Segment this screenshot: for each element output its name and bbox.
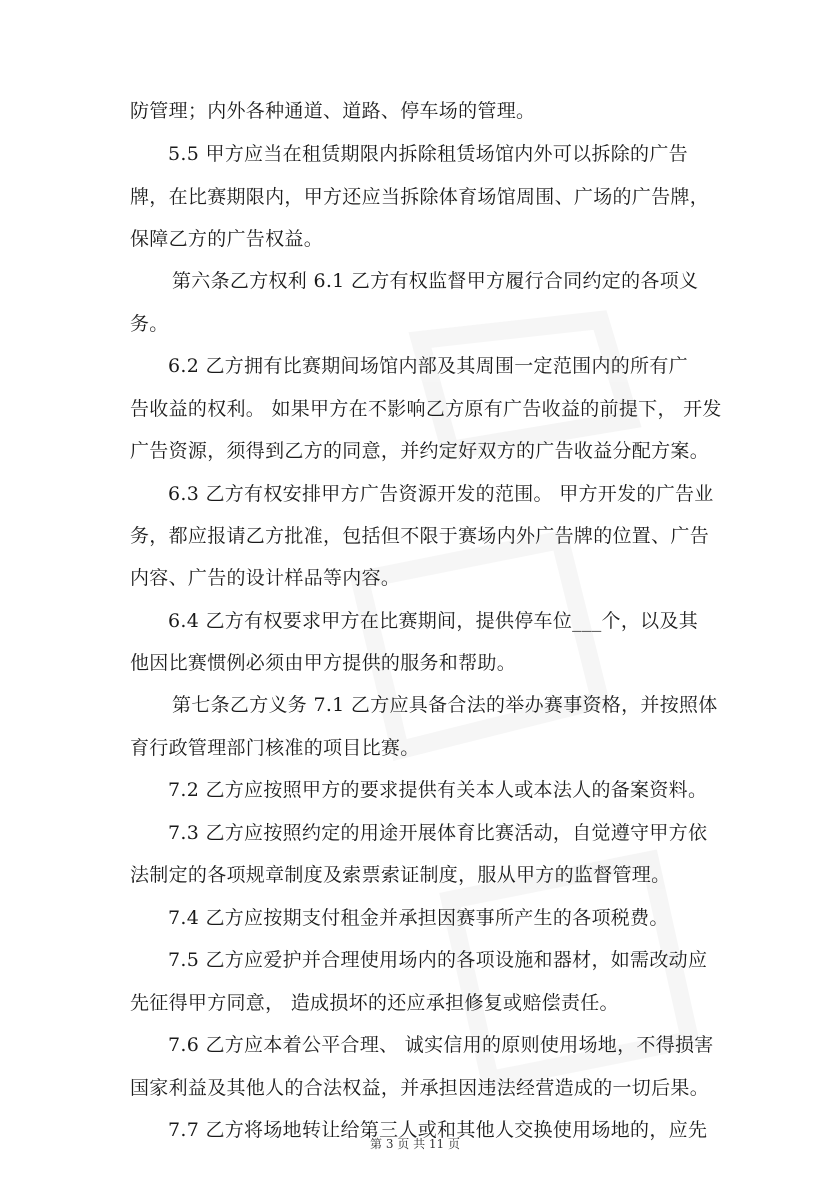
body-line: 国家利益及其他人的合法权益，并承担因违法经营造成的一切后果。 — [130, 1077, 710, 1099]
body-line: 5.5 甲方应当在租赁期限内拆除租赁场馆内外可以拆除的广告 — [168, 143, 688, 165]
body-line: 他因比赛惯例必须由甲方提供的服务和帮助。 — [130, 652, 517, 674]
body-line: 第六条乙方权利 6.1 乙方有权监督甲方履行合同约定的各项义 — [172, 270, 699, 292]
body-line: 7.4 乙方应按期支付租金并承担因赛事所产生的各项税费。 — [168, 907, 669, 929]
body-line: 7.3 乙方应按照约定的用途开展体育比赛活动，自觉遵守甲方依 — [168, 822, 708, 844]
body-line: 广告资源，须得到乙方的同意，并约定好双方的广告收益分配方案。 — [130, 440, 710, 462]
body-line: 务。 — [130, 313, 169, 335]
body-line: 防管理；内外各种通道、道路、停车场的管理。 — [130, 100, 536, 122]
body-line: 保障乙方的广告权益。 — [130, 228, 324, 250]
body-line: 6.4 乙方有权要求甲方在比赛期间，提供停车位___个，以及其 — [168, 610, 699, 632]
body-line: 第七条乙方义务 7.1 乙方应具备合法的举办赛事资格，并按照体 — [172, 694, 718, 716]
body-line: 6.3 乙方有权安排甲方广告资源开发的范围。 甲方开发的广告业 — [168, 483, 714, 505]
body-line: 务，都应报请乙方批准，包括但不限于赛场内外广告牌的位置、广告 — [130, 525, 710, 547]
body-line: 7.6 乙方应本着公平合理、 诚实信用的原则使用场地，不得损害 — [168, 1034, 714, 1056]
body-line: 法制定的各项规章制度及索票索证制度，服从甲方的监督管理。 — [130, 864, 671, 886]
body-line: 育行政管理部门核准的项目比赛。 — [130, 737, 420, 759]
body-line: 7.5 乙方应爱护并合理使用场内的各项设施和器材，如需改动应 — [168, 949, 708, 971]
body-line: 7.7 乙方将场地转让给第三人或和其他人交换使用场地的，应先 — [168, 1119, 708, 1141]
page-footer: 第 3 页 共 11 页 — [370, 1137, 460, 1151]
body-line: 内容、广告的设计样品等内容。 — [130, 567, 401, 589]
body-line: 7.2 乙方应按照甲方的要求提供有关本人或本法人的备案资料。 — [168, 779, 708, 801]
body-line: 告收益的权利。 如果甲方在不影响乙方原有广告收益的前提下， 开发 — [130, 398, 722, 420]
body-line: 牌，在比赛期限内，甲方还应当拆除体育场馆周围、广场的广告牌， — [130, 186, 710, 208]
body-line: 先征得甲方同意， 造成损坏的还应承担修复或赔偿责任。 — [130, 992, 619, 1014]
body-line: 6.2 乙方拥有比赛期间场馆内部及其周围一定范围内的所有广 — [168, 355, 688, 377]
